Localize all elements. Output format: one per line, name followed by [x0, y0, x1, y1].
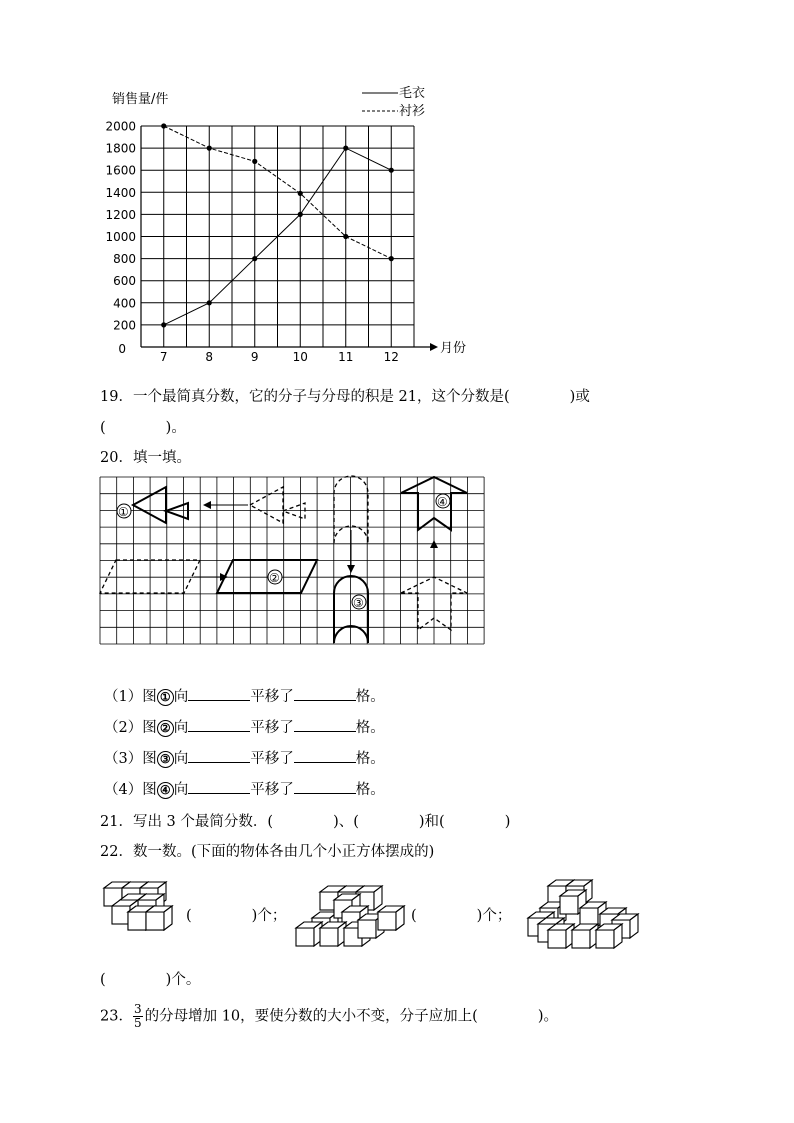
x-tick-label: 11: [338, 350, 354, 364]
q23-fraction-numerator: 3: [133, 1002, 142, 1016]
cube-front: [572, 930, 590, 948]
q22-answer-1: [186, 904, 286, 925]
y-tick-label: 0: [118, 342, 126, 356]
shape-1-dashed-small-triangle: [283, 503, 305, 519]
translation-grid-figure: [0, 470, 794, 650]
q23-close: )。: [537, 1008, 558, 1025]
shape-1-dashed-big-triangle: [250, 487, 283, 523]
q20-item-1-count-blank[interactable]: [294, 686, 356, 701]
y-tick-label: 800: [113, 252, 136, 267]
data-point: [252, 256, 257, 261]
q20-item-4-mark: ④: [157, 782, 174, 799]
label-4: ④: [437, 495, 448, 509]
q20-item-1-end: 格。: [355, 689, 385, 705]
y-tick-label: 200: [113, 318, 136, 333]
cube-figure-3: [528, 880, 638, 948]
q20-item-3-count-blank[interactable]: [294, 748, 356, 763]
q20-item-2-count-blank[interactable]: [294, 717, 356, 732]
data-point: [298, 212, 303, 217]
cube-front: [112, 906, 130, 924]
q20-item-3-dir: 向: [173, 751, 189, 767]
q21-text: 21．写出 3 个最简分数．(: [100, 814, 274, 830]
shape-1-small-triangle: [166, 503, 188, 519]
x-tick-label: 8: [205, 350, 214, 364]
cube-front: [358, 920, 376, 938]
arrow-3-head: [347, 565, 355, 573]
q22-unit-2: )个；: [476, 908, 512, 924]
data-point: [389, 256, 394, 261]
arrow-1-head: [203, 501, 211, 509]
q20-item-2: [104, 716, 385, 737]
x-axis-label: 月份: [440, 341, 467, 356]
x-tick-label: 7: [159, 350, 168, 364]
y-tick-label: 600: [113, 274, 136, 289]
q20-item-2-dir: 向: [173, 720, 189, 736]
q20-item-4-mid: 平移了: [250, 782, 294, 798]
q21-sep2: )和(: [418, 814, 445, 830]
x-tick-label: 10: [292, 350, 308, 364]
x-tick-label: 12: [383, 350, 399, 364]
q20-item-3-end: 格。: [355, 751, 385, 767]
label-1: ①: [118, 505, 129, 519]
q20-item-3-mark: ③: [157, 751, 174, 768]
cube-front: [320, 928, 338, 946]
data-point: [207, 300, 212, 305]
q20-item-2-mark: ②: [157, 720, 174, 737]
cube-front: [378, 912, 396, 930]
x-axis-arrow: [430, 343, 438, 351]
legend-label-shirt: 衬衫: [399, 104, 426, 119]
q23-fraction-denominator: 5: [133, 1016, 142, 1030]
question-19-line1: [100, 385, 590, 406]
cube-front: [146, 912, 164, 930]
q20-item-1-mid: 平移了: [250, 689, 294, 705]
data-point: [343, 146, 348, 151]
y-tick-label: 1200: [105, 207, 136, 222]
y-tick-label: 1600: [105, 163, 136, 178]
q21-close: ): [504, 814, 511, 830]
q20-item-4-prefix: （4）图: [104, 782, 157, 798]
q22-open-1: (: [186, 908, 192, 924]
y-tick-label: 400: [113, 296, 136, 311]
y-tick-labels: [105, 120, 136, 357]
q20-item-2-end: 格。: [355, 720, 385, 736]
question-22-title: 22．数一数。(下面的物体各由几个小正方体摆成的): [100, 844, 435, 860]
legend-label-sweater: 毛衣: [399, 86, 426, 101]
q19-mid: )或: [569, 389, 590, 405]
cube-figure-1: [104, 882, 172, 930]
x-tick-label: 9: [250, 350, 259, 364]
q20-item-4-dir: 向: [173, 782, 189, 798]
cube-figures: [0, 866, 794, 966]
q20-item-4: [104, 778, 385, 799]
question-20-title: 20．填一填。: [100, 450, 191, 466]
cube-front: [128, 912, 146, 930]
q22-answer-2: [411, 904, 511, 925]
q20-item-3-direction-blank[interactable]: [188, 748, 250, 763]
y-tick-label: 1800: [105, 141, 136, 156]
chart-grid: [141, 126, 438, 351]
q20-item-1-prefix: （1）图: [104, 689, 157, 705]
q23-text: 的分母增加 10，要使分数的大小不变，分子应加上(: [144, 1008, 478, 1025]
cube-front: [296, 928, 314, 946]
q20-item-3-prefix: （3）图: [104, 751, 157, 767]
q20-item-1-mark: ①: [157, 689, 174, 706]
q22-answer-3: [100, 968, 200, 989]
x-tick-labels: [160, 350, 399, 364]
legend: [362, 86, 425, 119]
label-3: ③: [353, 596, 364, 610]
data-point: [298, 191, 303, 196]
question-21: [100, 810, 510, 831]
q22-unit-1: )个；: [251, 908, 287, 924]
q20-item-1-direction-blank[interactable]: [188, 686, 250, 701]
q23-number: 23．: [100, 1008, 133, 1025]
cube-front: [596, 930, 614, 948]
data-point: [207, 146, 212, 151]
q23-fraction: [133, 1003, 143, 1030]
y-tick-label: 1400: [105, 185, 136, 200]
q20-item-4-count-blank[interactable]: [294, 779, 356, 794]
question-23: [100, 1003, 558, 1030]
q20-item-2-prefix: （2）图: [104, 720, 157, 736]
shape-1-big-triangle: [133, 487, 166, 523]
q20-item-2-mid: 平移了: [250, 720, 294, 736]
q20-item-1: [104, 685, 385, 706]
q20-item-4-end: 格。: [355, 782, 385, 798]
cube-figure-2: [296, 886, 404, 946]
q22-open-3: (: [100, 972, 106, 988]
q19-text: 19．一个最简真分数，它的分子与分母的积是 21，这个分数是(: [100, 389, 510, 405]
data-point: [389, 168, 394, 173]
data-point: [161, 322, 166, 327]
q19-open: (: [100, 420, 106, 436]
cube-front: [548, 930, 566, 948]
data-point: [161, 123, 166, 128]
question-19-line2: [100, 416, 186, 437]
sales-line-chart: [0, 0, 794, 370]
label-2: ②: [269, 571, 280, 585]
data-point: [252, 159, 257, 164]
q19-close: )。: [165, 420, 186, 436]
y-tick-label: 1000: [105, 230, 136, 244]
y-axis-label: 销售量/件: [112, 92, 169, 107]
q22-open-2: (: [411, 908, 417, 924]
q20-item-3: [104, 747, 385, 768]
q20-item-2-direction-blank[interactable]: [188, 717, 250, 732]
y-tick-label: 2000: [105, 119, 136, 134]
data-point: [343, 234, 348, 239]
q20-item-1-dir: 向: [173, 689, 189, 705]
q21-sep1: )、(: [333, 814, 359, 830]
cube-front: [580, 908, 598, 926]
q20-item-3-mid: 平移了: [250, 751, 294, 767]
cube-front: [560, 896, 578, 914]
q20-item-4-direction-blank[interactable]: [188, 779, 250, 794]
q22-last: )个。: [165, 972, 201, 988]
